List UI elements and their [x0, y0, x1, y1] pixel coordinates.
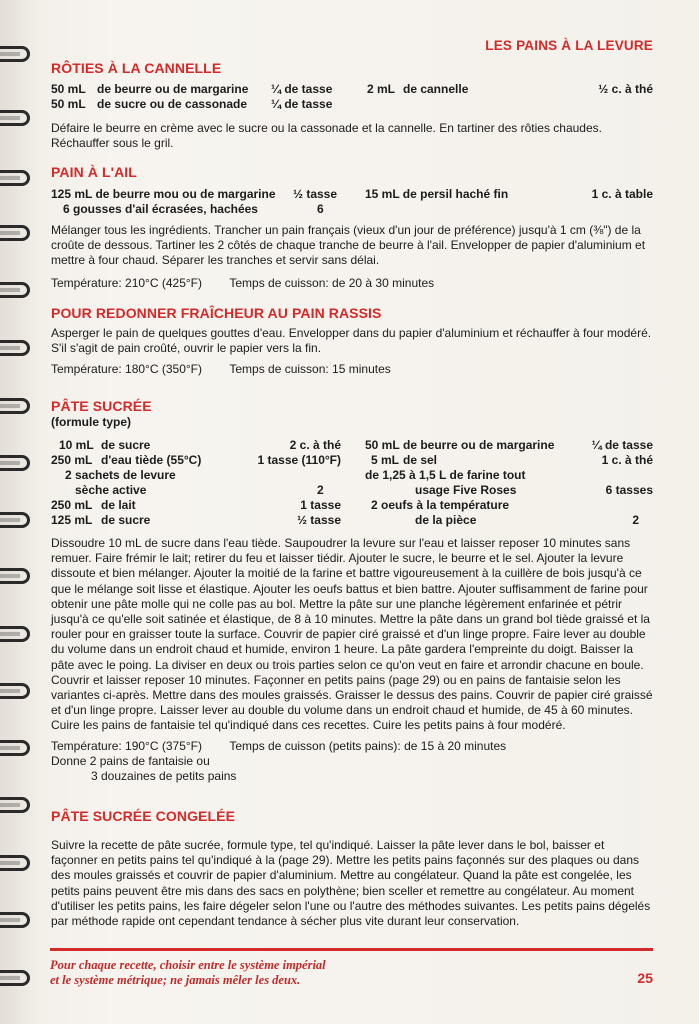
recipe-title: PÂTE SUCRÉE CONGELÉE [51, 808, 236, 824]
imperial-qty: 1 tasse (110°F) [257, 453, 341, 467]
cooking-info [51, 276, 653, 291]
binding-ring [0, 455, 30, 471]
binding-ring [0, 110, 30, 126]
recipe-pate-sucree [51, 398, 653, 784]
ingredient-name: 15 mL de persil haché fin [365, 187, 509, 201]
recipe-instructions: Asperger le pain de quelques gouttes d'eau. Envelopper dans du papier d'aluminium et réchauffer à four modéré. S'il s'agit de pain croûté, ouvrir le papier vers la fin. [51, 326, 652, 356]
binding-ring [0, 225, 30, 241]
metric-qty: 50 mL [51, 97, 86, 111]
imperial-qty: 2 [317, 483, 324, 497]
ingredient-column-right [365, 438, 653, 528]
ingredient-name: 125 mL de beurre mou ou de margarine [51, 187, 276, 201]
imperial-qty: ½ tasse [293, 187, 338, 201]
metric-qty: 50 mL [365, 438, 400, 452]
ingredient-row [51, 513, 341, 528]
imperial-qty: 1 tasse [300, 498, 341, 512]
binding-ring [0, 46, 30, 62]
metric-qty: 125 mL [51, 513, 93, 527]
recipe-yield: 3 douzaines de petits pains [91, 768, 237, 783]
binding-ring [0, 398, 30, 414]
ingredient-list [51, 82, 653, 112]
recipe-roties [51, 60, 653, 151]
ingredient-row [51, 453, 341, 468]
binding-ring [0, 568, 30, 584]
ingredient-name: de sucre ou de cassonade [97, 97, 248, 111]
imperial-qty: ½ tasse [296, 513, 341, 527]
imperial-qty: 6 tasses [605, 483, 653, 497]
ingredient-row [365, 498, 653, 513]
imperial-qty: 6 [317, 202, 324, 216]
imperial-qty: ½ c. à thé [598, 82, 653, 96]
ingredient-name: d'eau tiède (55°C) [101, 453, 202, 467]
imperial-qty: 2 c. à thé [289, 438, 341, 452]
ingredient-row [51, 202, 653, 217]
ingredient-row [365, 453, 653, 468]
ingredient-row [365, 468, 653, 483]
running-head: LES PAINS À LA LEVURE [485, 38, 653, 53]
metric-qty: 250 mL [51, 453, 93, 467]
binding-ring [0, 970, 30, 986]
imperial-qty: 2 [632, 513, 639, 527]
metric-qty: 250 mL [51, 498, 93, 512]
cooking-time: Temps de cuisson (petits pains): de 15 à 20 minutes [229, 738, 507, 753]
page-number: 25 [637, 970, 653, 986]
ingredient-name: 6 gousses d'ail écrasées, hachées [63, 202, 258, 216]
ingredient-name: de beurre ou de margarine [97, 82, 249, 96]
ingredient-row [365, 513, 653, 528]
recipe-title: PAIN À L'AIL [51, 164, 137, 180]
ingredient-name: de beurre ou de margarine [403, 438, 555, 452]
metric-qty: 2 mL [367, 82, 396, 96]
cooking-info [51, 362, 653, 377]
binding-ring [0, 626, 30, 642]
binding-ring [0, 340, 30, 356]
ingredient-column-left [51, 438, 341, 528]
recipe-instructions: Défaire le beurre en crème avec le sucre ou la cassonade et la cannelle. En tartiner des rôties chaudes. Réchauffer sous le gril. [51, 121, 602, 151]
footer-rule [50, 948, 653, 951]
ingredient-name: de sucre [101, 513, 151, 527]
ingredient-row [365, 438, 653, 453]
recipe-title: RÔTIES À LA CANNELLE [51, 60, 222, 76]
cooking-time: Temps de cuisson: de 20 à 30 minutes [229, 275, 435, 290]
ingredient-name: 2 sachets de levure [65, 468, 176, 482]
metric-qty: 50 mL [51, 82, 86, 96]
ingredient-name: de 1,25 à 1,5 L de farine tout [365, 468, 526, 482]
ingredient-name: sèche active [75, 483, 147, 497]
recipe-instructions: Mélanger tous les ingrédients. Trancher un pain français (vieux d'un jour de préférence) jusqu'à 1 cm (⅜") de la croûte de dessous. Tartiner les 2 côtés de chaque tranche de beurre à l'ail. Envelopper de papier d'aluminium et mettre à four chaud. Séparer les tranches et servir sans délai. [51, 223, 646, 268]
temperature: Température: 190°C (375°F) [51, 738, 202, 753]
imperial-qty: ¼ de tasse [271, 82, 333, 96]
ingredient-name: de sucre [101, 438, 151, 452]
binding-ring [0, 512, 30, 528]
footer-note [50, 958, 326, 988]
ingredient-list [51, 438, 653, 528]
binding-ring [0, 797, 30, 813]
ingredient-row [51, 97, 653, 112]
recipe-title: POUR REDONNER FRAÎCHEUR AU PAIN RASSIS [51, 305, 382, 321]
imperial-qty: ¼ de tasse [271, 97, 333, 111]
ingredient-name: de cannelle [403, 82, 469, 96]
ingredient-name: de sel [403, 453, 438, 467]
imperial-qty: 1 c. à thé [601, 453, 653, 467]
footer-note-line: Pour chaque recette, choisir entre le système impérial [50, 958, 326, 972]
ingredient-name: de la pièce [415, 513, 477, 527]
metric-qty: 10 mL [59, 438, 94, 452]
recipe-instructions: Dissoudre 10 mL de sucre dans l'eau tiède. Saupoudrer la levure sur l'eau et laisser reposer 10 minutes sans remuer. Faire frémir le lait; retirer du feu et laisser tiédir. Ajouter le sucre, le beurre et le sel. Ajouter la levure dissoute et bien mélanger. Ajouter la moitié de la farine et battre vigoureusement à la cuillère de bois jusqu'à ce que le mélange soit lisse et élastique. Ajouter les oeufs battus et bien battre. Ajouter suffisamment de farine pour obtenir une pâte molle qui ne colle pas au bol. Mettre la pâte sur une planche légèrement enfarinée et pétrir jusqu'à ce qu'elle soit satinée et élastique, de 8 à 10 minutes. Mettre la pâte dans un grand bol tiède graissé et la rouler pour en graisser toute la surface. Couvrir de papier ciré graissé et d'un linge propre. Faire lever au double du volume dans un endroit chaud et humide, environ 1 heure. La pâte gardera l'empreinte du doigt. Baisser la pâte avec le poing. La diviser en deux ou trois parties selon ce qu'on veut en faire et arrondir chacune en boule. Couvrir et laisser reposer 10 minutes. Façonner en petits pains (page 29) ou en pains de fantaisie selon les variantes ci-après. Mettre dans des moules graissés. Graisser le dessus des pains. Couvrir de papier ciré graissé et d'un linge propre. Laisser lever au double du volume dans un endroit chaud et humide, de 45 à 60 minutes. Cuire les pains de fantaisie tel qu'indiqué dans ces recettes. Cuire les petits pains à four modéré. [51, 536, 653, 733]
cooking-time: Temps de cuisson: 15 minutes [229, 362, 391, 377]
ingredient-row [51, 82, 653, 97]
ingredient-row [51, 438, 341, 453]
imperial-qty: ¼ de tasse [591, 438, 653, 452]
metric-qty: 5 mL [371, 453, 400, 467]
ingredient-row [365, 483, 653, 498]
ingredient-name: 2 oeufs à la température [371, 498, 510, 512]
ingredient-row [51, 498, 341, 513]
ingredient-name: usage Five Roses [415, 483, 517, 497]
ingredient-list [51, 187, 653, 217]
binding-ring [0, 170, 30, 186]
ingredient-row [51, 468, 341, 483]
footer-note-line: et le système métrique; ne jamais mêler les deux. [50, 973, 301, 987]
imperial-qty: 1 c. à table [591, 187, 653, 201]
ingredient-row [51, 483, 341, 498]
binding-ring [0, 740, 30, 756]
spiral-binding [0, 0, 34, 1024]
ingredient-row [51, 187, 653, 202]
recipe-title: PÂTE SUCRÉE [51, 398, 152, 414]
recipe-instructions: Suivre la recette de pâte sucrée, formule type, tel qu'indiqué. Laisser la pâte lever dans le bol, baisser et façonner en petits pains tel qu'indiqué à la (page 29). Mettre les petits pains façonnés sur des plaques ou dans des moules graissés et couvrir de papier d'aluminium. Mettre au congélateur. Quand la pâte est congelée, les petits pains peuvent être mis dans des sacs en polythène; bien sceller et remettre au congélateur. Au moment d'utiliser les petits pains, les faire dégeler selon l'une ou l'autre des méthodes suivantes. Les petits pains dégelés par méthode rapide ont cependant tendance à sécher plus vite durant leur conservation. [51, 838, 651, 929]
temperature: Température: 210°C (425°F) [51, 275, 202, 290]
temperature: Température: 180°C (350°F) [51, 362, 202, 377]
recipe-pate-congelee [51, 808, 653, 929]
binding-ring [0, 855, 30, 871]
binding-ring [0, 683, 30, 699]
recipe-subtitle: (formule type) [51, 415, 132, 429]
cooking-info [51, 739, 653, 754]
binding-ring [0, 282, 30, 298]
recipe-pain-ail [51, 164, 653, 291]
binding-ring [0, 912, 30, 928]
recipe-yield: Donne 2 pains de fantaisie ou [51, 753, 210, 768]
ingredient-name: de lait [101, 498, 136, 512]
recipe-pain-rassis [51, 305, 653, 377]
